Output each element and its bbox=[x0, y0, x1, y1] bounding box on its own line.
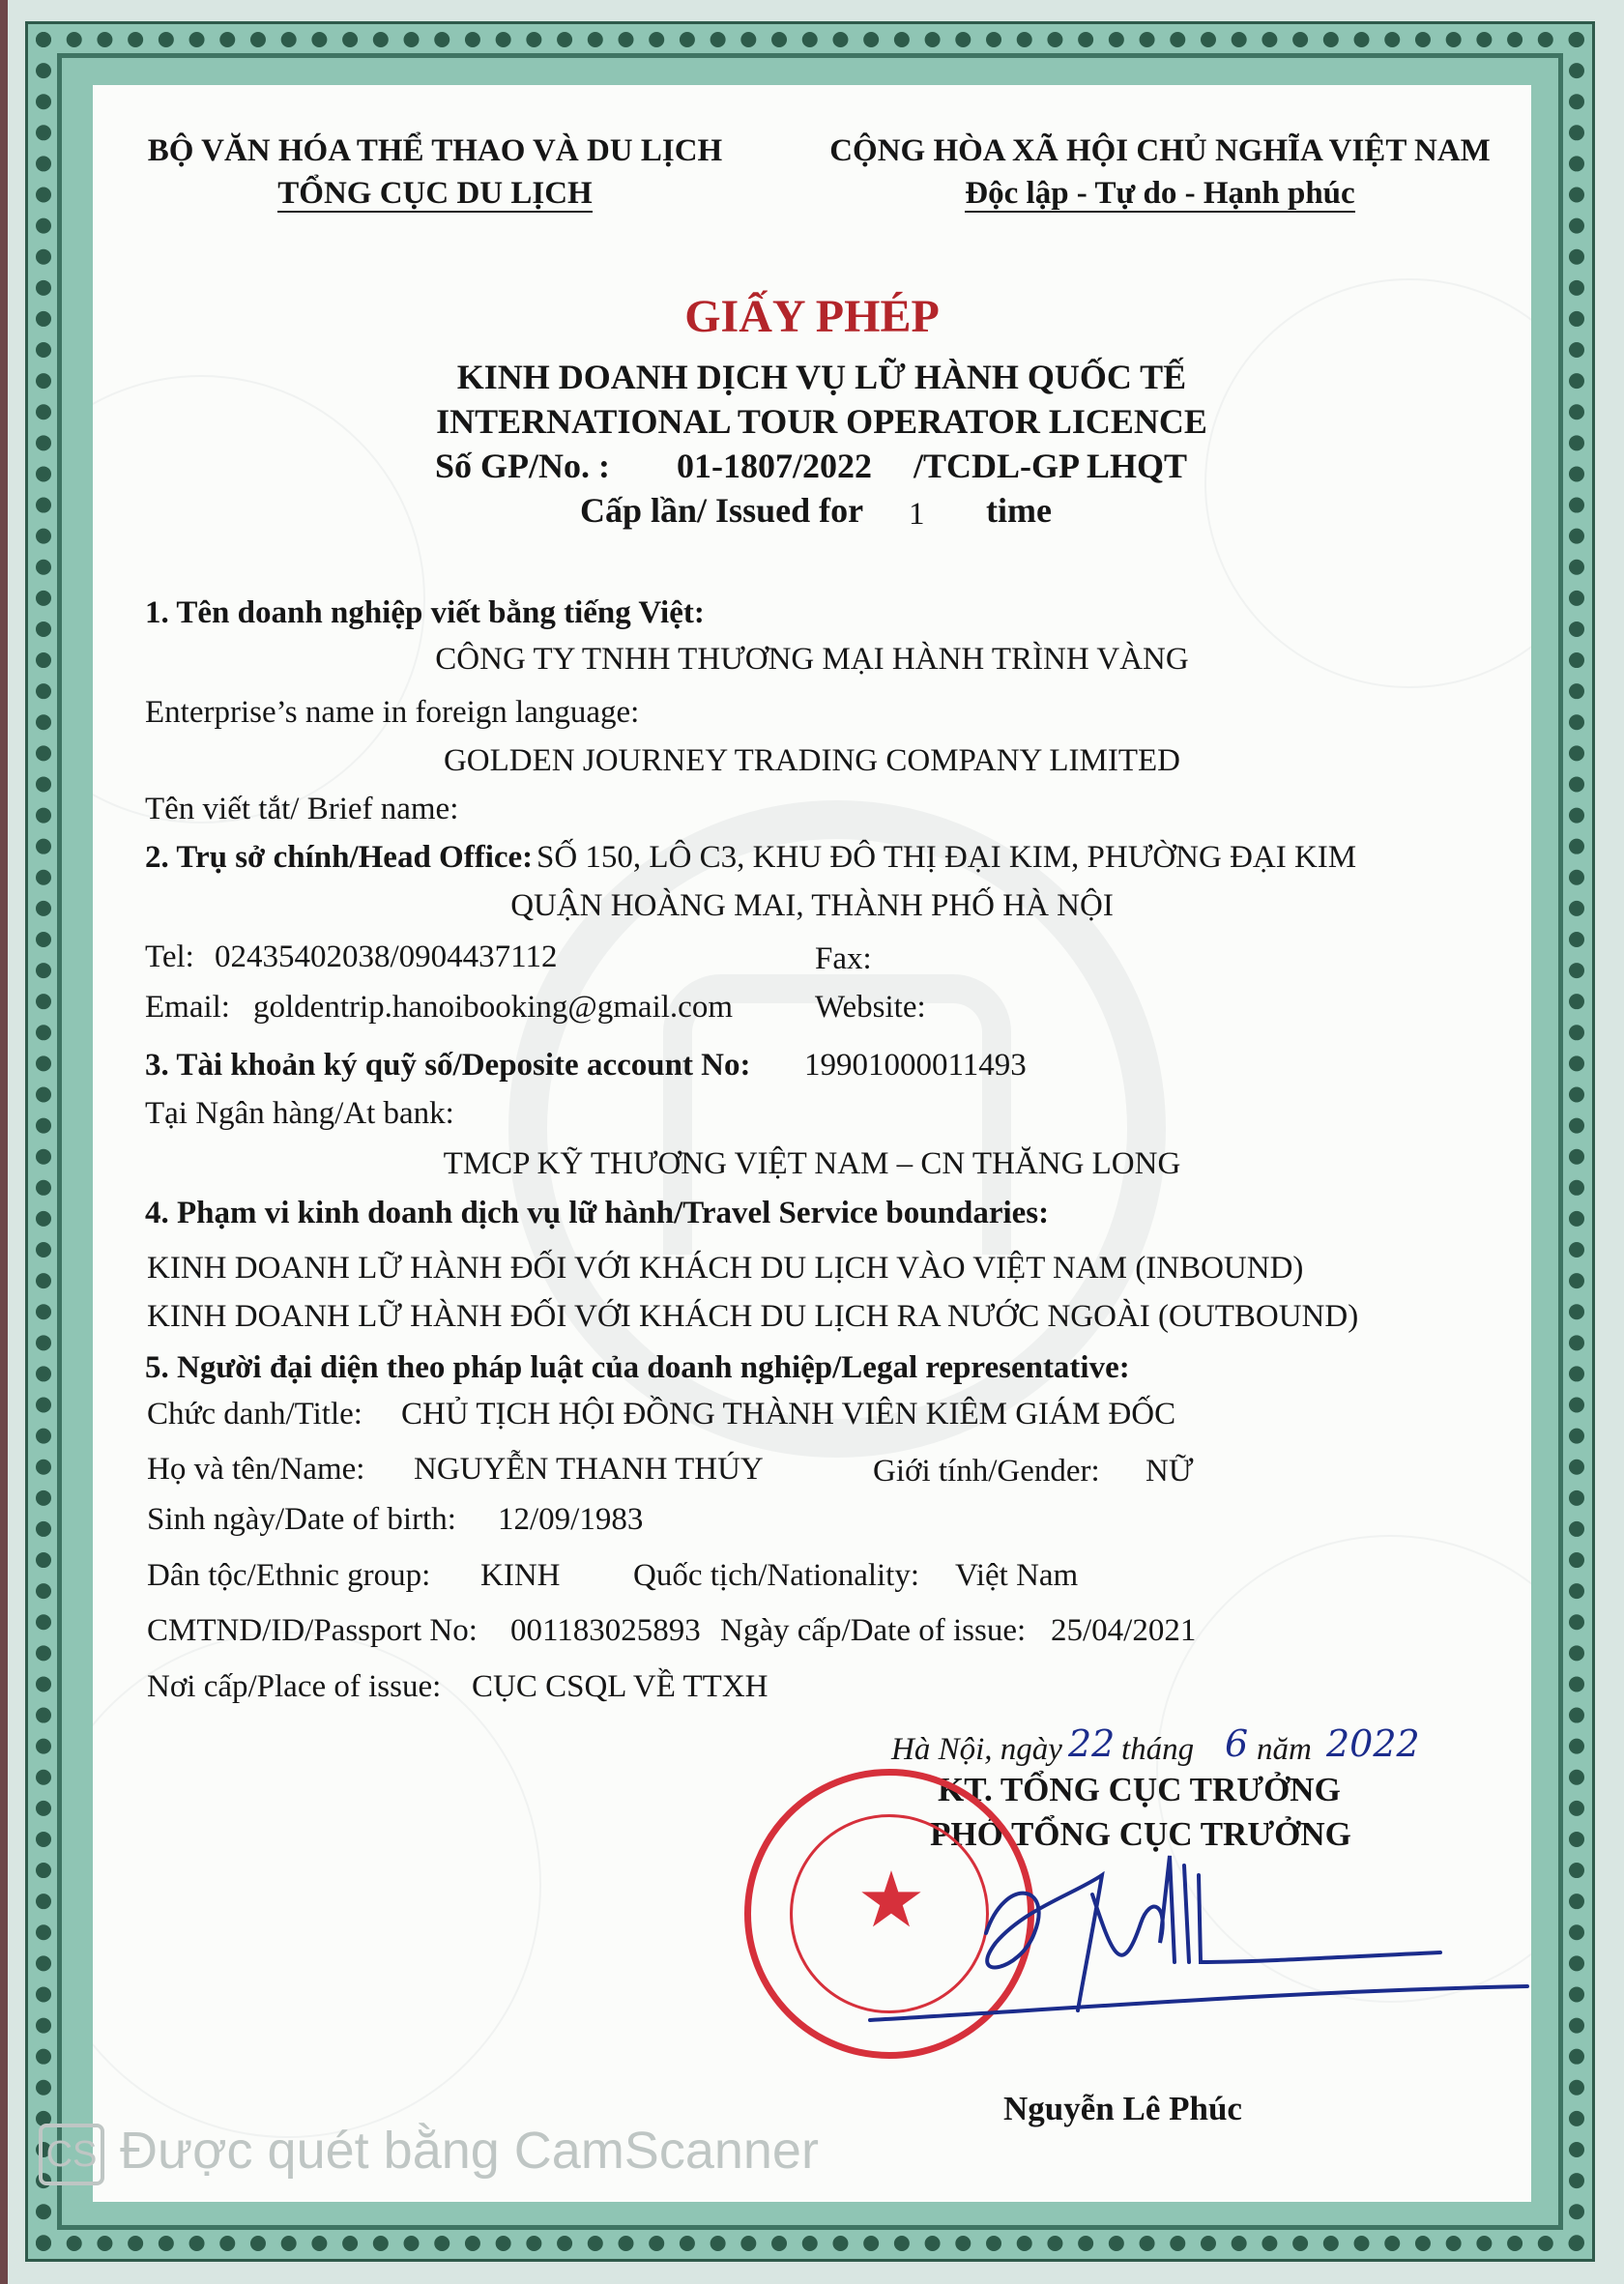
background-pattern bbox=[93, 1632, 541, 2138]
camscanner-logo-icon: CS bbox=[39, 2124, 104, 2185]
foreign-name-label: Enterprise’s name in foreign language: bbox=[145, 695, 640, 730]
rep-id-value: 001183025893 bbox=[510, 1613, 701, 1648]
service-scope-inbound: KINH DOANH LỮ HÀNH ĐỐI VỚI KHÁCH DU LỊCH VÀO VIỆT NAM (INBOUND) bbox=[147, 1251, 1304, 1286]
rep-name-value: NGUYỄN THANH THÚY bbox=[414, 1452, 764, 1487]
rep-ethnic-value: KINH bbox=[480, 1558, 561, 1593]
star-icon: ★ bbox=[856, 1859, 926, 1944]
enterprise-name-vi: CÔNG TY TNHH THƯƠNG MẠI HÀNH TRÌNH VÀNG bbox=[435, 642, 1189, 677]
camscanner-text: Được quét bằng CamScanner bbox=[120, 2122, 819, 2180]
signing-place: Hà Nội, ngày bbox=[891, 1732, 1062, 1767]
rep-title-label: Chức danh/Title: bbox=[147, 1397, 362, 1431]
bank-name: TMCP KỸ THƯƠNG VIỆT NAM – CN THĂNG LONG bbox=[443, 1146, 1181, 1181]
deposit-account-number: 19901000011493 bbox=[804, 1048, 1027, 1083]
rep-issue-date-label: Ngày cấp/Date of issue: bbox=[720, 1613, 1027, 1648]
signer-position-1: KT. TỔNG CỤC TRƯỞNG bbox=[938, 1771, 1341, 1808]
rep-place-label: Nơi cấp/Place of issue: bbox=[147, 1669, 442, 1704]
section-1-heading: 1. Tên doanh nghiệp viết bằng tiếng Việt: bbox=[145, 595, 705, 630]
section-2-heading: 2. Trụ sở chính/Head Office: bbox=[145, 840, 534, 875]
tel-value: 02435402038/0904437112 bbox=[215, 940, 558, 974]
tel-label: Tel: bbox=[145, 940, 194, 974]
document-title: GIẤY PHÉP bbox=[684, 291, 940, 342]
enterprise-name-en: GOLDEN JOURNEY TRADING COMPANY LIMITED bbox=[443, 743, 1181, 778]
website-label: Website: bbox=[815, 990, 926, 1025]
head-office-address-2: QUẬN HOÀNG MAI, THÀNH PHỐ HÀ NỘI bbox=[510, 888, 1114, 923]
section-4-heading: 4. Phạm vi kinh doanh dịch vụ lữ hành/Travel Service boundaries: bbox=[145, 1196, 1050, 1230]
rep-dob-value: 12/09/1983 bbox=[498, 1502, 644, 1537]
handwritten-signature bbox=[851, 1817, 1547, 2068]
country-motto bbox=[812, 174, 1508, 213]
rep-ethnic-label: Dân tộc/Ethnic group: bbox=[147, 1558, 431, 1593]
email-value: goldentrip.hanoibooking@gmail.com bbox=[253, 990, 733, 1025]
issued-label: Cấp lần/ Issued for bbox=[580, 491, 864, 530]
email-label: Email: bbox=[145, 990, 230, 1025]
service-scope-outbound: KINH DOANH LỮ HÀNH ĐỐI VỚI KHÁCH DU LỊCH RA NƯỚC NGOÀI (OUTBOUND) bbox=[147, 1299, 1359, 1334]
issued-value: 1 bbox=[909, 497, 925, 532]
ministry-name: BỘ VĂN HÓA THỂ THAO VÀ DU LỊCH bbox=[147, 133, 723, 168]
rep-nationality-label: Quốc tịch/Nationality: bbox=[633, 1558, 920, 1593]
head-office-address-1: SỐ 150, LÔ C3, KHU ĐÔ THỊ ĐẠI KIM, PHƯỜNG ĐẠI KIM bbox=[536, 840, 1357, 875]
signing-month: 6 bbox=[1225, 1722, 1249, 1765]
section-3-heading: 3. Tài khoản ký quỹ số/Deposite account No: bbox=[145, 1048, 751, 1083]
issued-suffix: time bbox=[986, 491, 1052, 530]
licence-number-label: Số GP/No. : bbox=[435, 447, 611, 485]
country-name: CỘNG HÒA XÃ HỘI CHỦ NGHĨA VIỆT NAM bbox=[829, 133, 1491, 168]
document-subtitle-vi: KINH DOANH DỊCH VỤ LỮ HÀNH QUỐC TẾ bbox=[456, 358, 1187, 396]
rep-nationality-value: Việt Nam bbox=[955, 1558, 1079, 1593]
rep-dob-label: Sinh ngày/Date of birth: bbox=[147, 1502, 456, 1537]
rep-name-label: Họ và tên/Name: bbox=[147, 1452, 365, 1487]
department-name-text: TỔNG CỤC DU LỊCH bbox=[277, 176, 593, 211]
country-motto-text: Độc lập - Tự do - Hạnh phúc bbox=[965, 176, 1355, 211]
rep-gender-value: NỮ bbox=[1146, 1454, 1194, 1489]
signing-year-word: năm bbox=[1257, 1732, 1312, 1767]
signing-year: 2022 bbox=[1326, 1722, 1420, 1765]
fax-label: Fax: bbox=[815, 941, 872, 976]
rep-place-value: CỤC CSQL VỀ TTXH bbox=[472, 1669, 768, 1704]
brief-name-label: Tên viết tắt/ Brief name: bbox=[145, 792, 459, 826]
camscanner-watermark bbox=[39, 2122, 819, 2185]
signing-day: 22 bbox=[1068, 1722, 1116, 1765]
licence-number-suffix: /TCDL-GP LHQT bbox=[914, 447, 1188, 485]
bank-label: Tại Ngân hàng/At bank: bbox=[145, 1096, 454, 1131]
signing-month-word: tháng bbox=[1121, 1732, 1195, 1767]
section-5-heading: 5. Người đại diện theo pháp luật của doanh nghiệp/Legal representative: bbox=[145, 1350, 1130, 1385]
document-subtitle-en: INTERNATIONAL TOUR OPERATOR LICENCE bbox=[436, 402, 1207, 441]
rep-gender-label: Giới tính/Gender: bbox=[873, 1454, 1100, 1489]
signer-name: Nguyễn Lê Phúc bbox=[1003, 2090, 1242, 2127]
rep-issue-date-value: 25/04/2021 bbox=[1051, 1613, 1197, 1648]
department-name bbox=[145, 174, 725, 213]
licence-number-value: 01-1807/2022 bbox=[677, 447, 872, 485]
signer-position-2: PHÓ TỔNG CỤC TRƯỞNG bbox=[930, 1815, 1351, 1853]
rep-title-value: CHỦ TỊCH HỘI ĐỒNG THÀNH VIÊN KIÊM GIÁM ĐỐC bbox=[401, 1397, 1176, 1431]
rep-id-label: CMTND/ID/Passport No: bbox=[147, 1613, 478, 1648]
